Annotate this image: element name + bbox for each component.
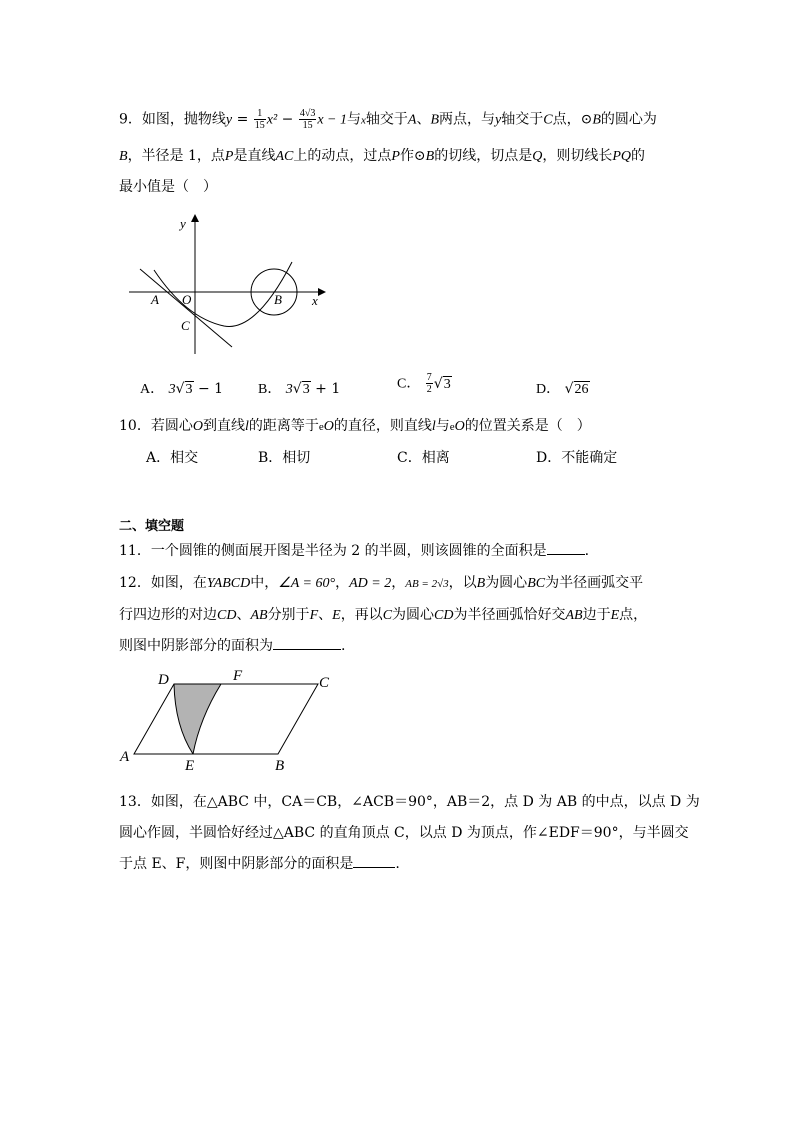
q12-line-2: 行四边形的对边CD、AB分别于F、E，再以C为圆心CD为半径画弧恰好交AB边于E点， [119,607,648,623]
q11-answer-blank[interactable] [547,554,585,555]
q9-figure [124,208,334,358]
q9-line-1: 9．如图，抛物线y = $\frac{1}{15}$ x² − $\frac{4√3}{15}$ x − 1与x轴交于A、B两点，与y轴交于C点，⊙B的圆心为 [119,108,657,131]
q9-option-d[interactable]: D． √26 [536,381,589,397]
label-c: C [319,675,330,691]
parabola-curve [154,262,292,326]
label-x: x [312,293,318,308]
shaded-region [174,684,221,754]
q13-line-3: 于点 E、F，则图中阴影部分的面积是 . [119,856,400,872]
q9-option-a[interactable]: A． 3√3 − 1 [140,381,224,397]
q11-line: 11．一个圆锥的侧面展开图是半径为 2 的半圆，则该圆锥的全面积是 . [119,543,590,559]
label-c: C [181,318,190,333]
q10-line-1: 10．若圆心O到直线l的距离等于eO的直径，则直线l与eO的位置关系是（ ） [119,418,591,434]
q9-option-b[interactable]: B． 3√3 + 1 [258,381,341,397]
label-f: F [233,668,243,684]
q9-line-3: 最小值是（ ） [119,179,217,195]
label-b: B [275,758,285,774]
q13-line-2: 圆心作圆，半圆恰好经过△ABC 的直角顶点 C，以点 D 为顶点，作∠EDF＝90°，与半圆交 [119,825,689,841]
fraction-4root3-15: $\frac{4√3}{15}$ [299,108,316,131]
q12-figure [116,666,346,774]
label-y: y [180,216,186,231]
q13-answer-blank[interactable] [353,867,395,868]
q10-option-a[interactable]: A．相交 [146,450,199,466]
q9-option-c[interactable]: C． $\frac{7}{2}$ √3 [397,372,451,395]
q12-line-1: 12．如图，在YABCD中，∠A = 60°，AD = 2，AB = 2√3，以B为圆心BC为半径画弧交平 [119,575,644,591]
section-title: 二、填空题 [119,519,185,534]
q12-line-3: 则图中阴影部分的面积为 . [119,638,346,654]
line-ac [140,269,232,347]
label-b: B [274,292,282,307]
q10-option-d[interactable]: D．不能确定 [536,450,618,466]
label-d: D [158,672,169,688]
label-o: O [182,292,192,307]
label-a: A [151,292,159,307]
q10-option-c[interactable]: C．相离 [397,450,450,466]
parallelogram [134,684,318,754]
q12-answer-blank[interactable] [273,649,341,650]
q9-line-2: B，半径是 1，点P是直线AC上的动点，过点P作⊙B的切线，切点是Q，则切线长PQ的 [119,148,646,164]
q13-line-1: 13．如图，在△ABC 中，CA＝CB，∠ACB＝90°，AB＝2，点 D 为 AB 的中点，以点 D 为 [119,794,700,810]
label-a: A [120,749,130,765]
fraction-1-15: $\frac{1}{15}$ [254,108,265,131]
fraction-7-2: $\frac{7}{2}$ [426,372,432,395]
q10-option-b[interactable]: B．相切 [258,450,311,466]
label-e: E [185,758,195,774]
